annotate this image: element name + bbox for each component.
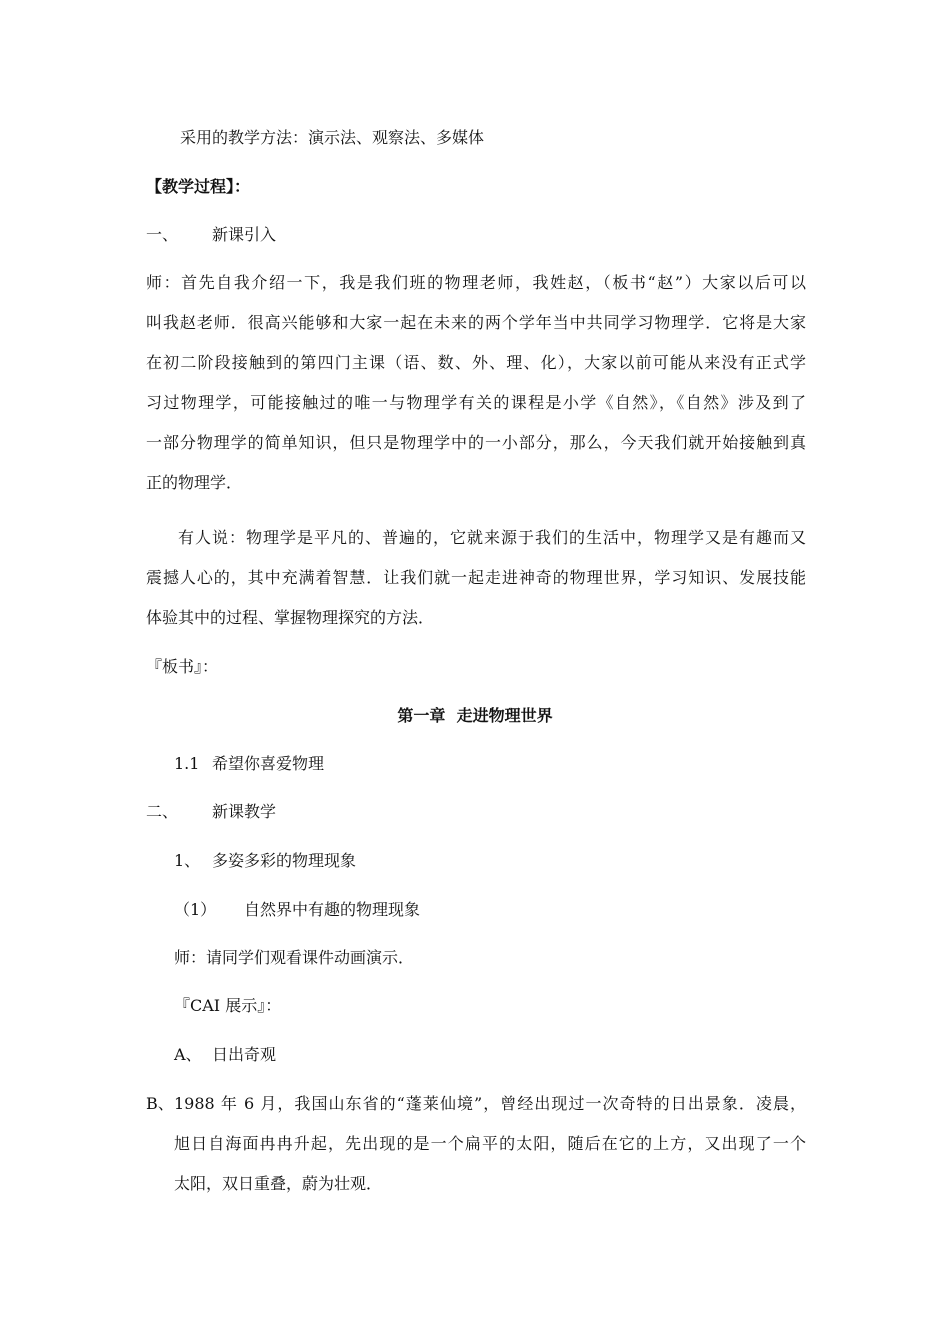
quote-line-2: 震撼人心的，其中充满着智慧．让我们就一起走进神奇的物理世界，学习知识、发展技能 <box>146 568 806 587</box>
sub-item-1-title: 自然界中有趣的物理现象 <box>244 900 421 919</box>
item-b-number: B、 <box>146 1094 174 1113</box>
section-1-title: 新课引入 <box>212 225 277 244</box>
teaching-method-line: 采用的教学方法：演示法、观察法、多媒体 <box>180 128 485 147</box>
cai-display-label: 『CAI 展示』： <box>174 996 282 1015</box>
item-a-number: A、 <box>174 1045 202 1064</box>
item-a-title: 日出奇观 <box>212 1045 277 1064</box>
board-label: 『板书』： <box>146 657 219 676</box>
quote-paragraph <box>146 528 806 648</box>
item-1-title: 多姿多彩的物理现象 <box>212 851 357 870</box>
intro-line-3: 在初二阶段接触到的第四门主课（语、数、外、理、化），大家以前可能从来没有正式学 <box>146 353 806 372</box>
intro-line-1: 师：首先自我介绍一下，我是我们班的物理老师，我姓赵，（板书“赵”）大家以后可以 <box>146 273 806 292</box>
item-b-line-3: 太阳，双日重叠，蔚为壮观． <box>174 1174 383 1193</box>
intro-line-6: 正的物理学． <box>146 473 243 492</box>
section-2-title: 新课教学 <box>212 802 277 821</box>
lesson-title: 希望你喜爱物理 <box>212 754 325 773</box>
item-b-paragraph <box>174 1094 806 1214</box>
item-b-line-1: 1988 年 6 月，我国山东省的“蓬莱仙境”，曾经出现过一次奇特的日出景象．凌晨， <box>174 1094 806 1113</box>
chapter-title: 第一章 走进物理世界 <box>397 706 553 725</box>
item-1-number: 1、 <box>174 851 201 870</box>
quote-line-1: 有人说：物理学是平凡的、普遍的，它就来源于我们的生活中，物理学又是有趣而又 <box>178 528 806 547</box>
quote-line-3: 体验其中的过程、掌握物理探究的方法． <box>146 608 435 627</box>
sub-item-1-number: （1） <box>174 900 217 919</box>
item-b-line-2: 旭日自海面冉冉升起，先出现的是一个扁平的太阳，随后在它的上方，又出现了一个 <box>174 1134 806 1153</box>
intro-line-4: 习过物理学，可能接触过的唯一与物理学有关的课程是小学《自然》，《自然》涉及到了 <box>146 393 806 412</box>
intro-line-5: 一部分物理学的简单知识，但只是物理学中的一小部分，那么，今天我们就开始接触到真 <box>146 433 806 452</box>
teacher-instruction-line: 师：请同学们观看课件动画演示． <box>174 948 415 967</box>
intro-paragraph <box>146 273 806 513</box>
lesson-number: 1.1 <box>174 754 200 773</box>
teaching-process-heading: 【教学过程】： <box>146 177 251 196</box>
intro-line-2: 叫我赵老师．很高兴能够和大家一起在未来的两个学年当中共同学习物理学．它将是大家 <box>146 313 806 332</box>
section-1-number: 一、 <box>146 225 179 244</box>
section-2-number: 二、 <box>146 802 179 821</box>
